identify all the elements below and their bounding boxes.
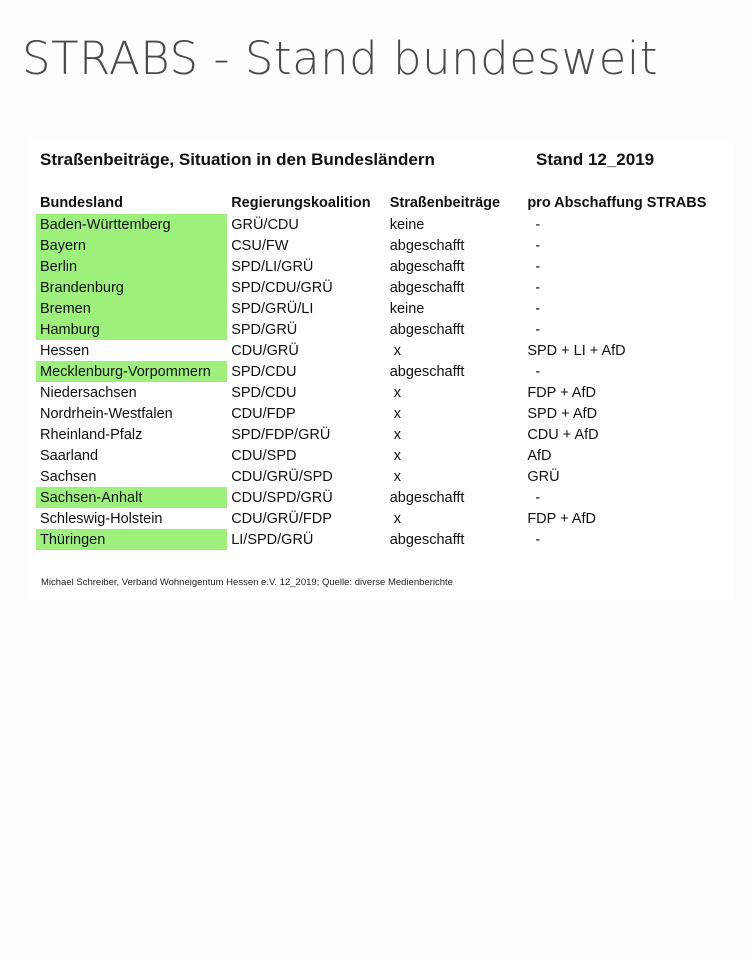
cell-bundesland: Saarland <box>40 447 99 464</box>
cell-pro-abschaffung: SPD + AfD <box>527 405 598 422</box>
cell-bundesland: Bayern <box>36 235 227 256</box>
table-row <box>36 256 734 277</box>
table-body <box>36 214 734 550</box>
cell-strassenbeitraege: keine <box>389 216 425 233</box>
table-row <box>36 508 734 529</box>
cell-strassenbeitraege: abgeschafft <box>389 279 465 296</box>
cell-bundesland: Schleswig-Holstein <box>40 510 163 527</box>
cell-regierungskoalition: SPD/LI/GRÜ <box>231 258 314 275</box>
cell-regierungskoalition: SPD/CDU <box>231 384 297 401</box>
document-heading: Straßenbeiträge, Situation in den Bundesländern <box>40 150 435 169</box>
document-image <box>28 140 734 600</box>
cell-strassenbeitraege: x <box>393 405 401 422</box>
cell-strassenbeitraege: abgeschafft <box>389 363 465 380</box>
cell-bundesland: Hessen <box>40 342 90 359</box>
cell-regierungskoalition: SPD/FDP/GRÜ <box>231 426 331 443</box>
bundeslaender-table <box>36 192 734 550</box>
page-title: STRABS - Stand bundesweit <box>22 32 658 85</box>
cell-pro-abschaffung: - <box>535 321 541 338</box>
cell-regierungskoalition: CDU/GRÜ/FDP <box>231 510 332 527</box>
cell-strassenbeitraege: x <box>393 426 401 443</box>
cell-regierungskoalition: GRÜ/CDU <box>231 216 299 233</box>
cell-pro-abschaffung: - <box>535 531 541 548</box>
cell-regierungskoalition: CDU/GRÜ/SPD <box>231 468 333 485</box>
table-row <box>36 403 734 424</box>
cell-bundesland: Mecklenburg-Vorpommern <box>36 361 227 382</box>
header-strassenbeitraege: Straßenbeiträge <box>389 195 501 211</box>
cell-pro-abschaffung: - <box>535 279 541 296</box>
cell-bundesland: Thüringen <box>36 529 227 550</box>
cell-regierungskoalition: SPD/CDU/GRÜ <box>231 279 333 296</box>
cell-pro-abschaffung: FDP + AfD <box>527 510 596 527</box>
cell-pro-abschaffung: - <box>535 363 541 380</box>
header-regierungskoalition: Regierungskoalition <box>231 195 371 211</box>
cell-regierungskoalition: CDU/GRÜ <box>231 342 299 359</box>
cell-strassenbeitraege: x <box>393 342 401 359</box>
cell-bundesland: Nordrhein-Westfalen <box>40 405 173 422</box>
table-row <box>36 424 734 445</box>
cell-pro-abschaffung: - <box>535 258 541 275</box>
table-row <box>36 340 734 361</box>
cell-strassenbeitraege: abgeschafft <box>389 237 465 254</box>
table-row <box>36 298 734 319</box>
cell-strassenbeitraege: x <box>393 384 401 401</box>
cell-pro-abschaffung: - <box>535 237 541 254</box>
table-row <box>36 235 734 256</box>
cell-regierungskoalition: CDU/SPD/GRÜ <box>231 489 333 506</box>
cell-regierungskoalition: SPD/GRÜ/LI <box>231 300 314 317</box>
cell-strassenbeitraege: abgeschafft <box>389 258 465 275</box>
table-row <box>36 487 734 508</box>
cell-regierungskoalition: CSU/FW <box>231 237 289 254</box>
table-row <box>36 361 734 382</box>
document-stand: Stand 12_2019 <box>536 150 655 169</box>
header-pro-abschaffung: pro Abschaffung STRABS <box>527 195 707 211</box>
cell-regierungskoalition: CDU/SPD <box>231 447 297 464</box>
cell-pro-abschaffung: CDU + AfD <box>527 426 599 443</box>
cell-strassenbeitraege: x <box>393 510 401 527</box>
cell-bundesland: Brandenburg <box>36 277 227 298</box>
cell-bundesland: Bremen <box>36 298 227 319</box>
cell-bundesland: Hamburg <box>36 319 227 340</box>
cell-bundesland: Sachsen <box>40 468 97 485</box>
cell-regierungskoalition: CDU/FDP <box>231 405 296 422</box>
cell-pro-abschaffung: SPD + LI + AfD <box>527 342 626 359</box>
cell-pro-abschaffung: FDP + AfD <box>527 384 596 401</box>
cell-bundesland: Rheinland-Pfalz <box>40 426 143 443</box>
cell-bundesland: Niedersachsen <box>40 384 137 401</box>
cell-bundesland: Sachsen-Anhalt <box>36 487 227 508</box>
cell-pro-abschaffung: AfD <box>527 447 552 464</box>
cell-regierungskoalition: LI/SPD/GRÜ <box>231 531 314 548</box>
cell-strassenbeitraege: abgeschafft <box>389 531 465 548</box>
cell-bundesland: Berlin <box>36 256 227 277</box>
cell-regierungskoalition: SPD/CDU <box>231 363 297 380</box>
cell-strassenbeitraege: abgeschafft <box>389 489 465 506</box>
cell-bundesland: Baden-Württemberg <box>36 214 227 235</box>
cell-strassenbeitraege: keine <box>389 300 425 317</box>
cell-strassenbeitraege: x <box>393 468 401 485</box>
cell-pro-abschaffung: GRÜ <box>527 468 560 485</box>
table-row <box>36 214 734 235</box>
table-row <box>36 445 734 466</box>
cell-pro-abschaffung: - <box>535 300 541 317</box>
cell-strassenbeitraege: x <box>393 447 401 464</box>
table-row <box>36 382 734 403</box>
cell-regierungskoalition: SPD/GRÜ <box>231 321 298 338</box>
table-row <box>36 529 734 550</box>
table-row <box>36 466 734 487</box>
table-header-row <box>36 192 734 214</box>
cell-strassenbeitraege: abgeschafft <box>389 321 465 338</box>
header-bundesland: Bundesland <box>40 195 123 211</box>
cell-pro-abschaffung: - <box>535 216 541 233</box>
table-row <box>36 277 734 298</box>
table-row <box>36 319 734 340</box>
cell-pro-abschaffung: - <box>535 489 541 506</box>
source-note: Michael Schreiber, Verband Wohneigentum Hessen e.V. 12_2019; Quelle: diverse Medienberichte <box>41 577 453 588</box>
